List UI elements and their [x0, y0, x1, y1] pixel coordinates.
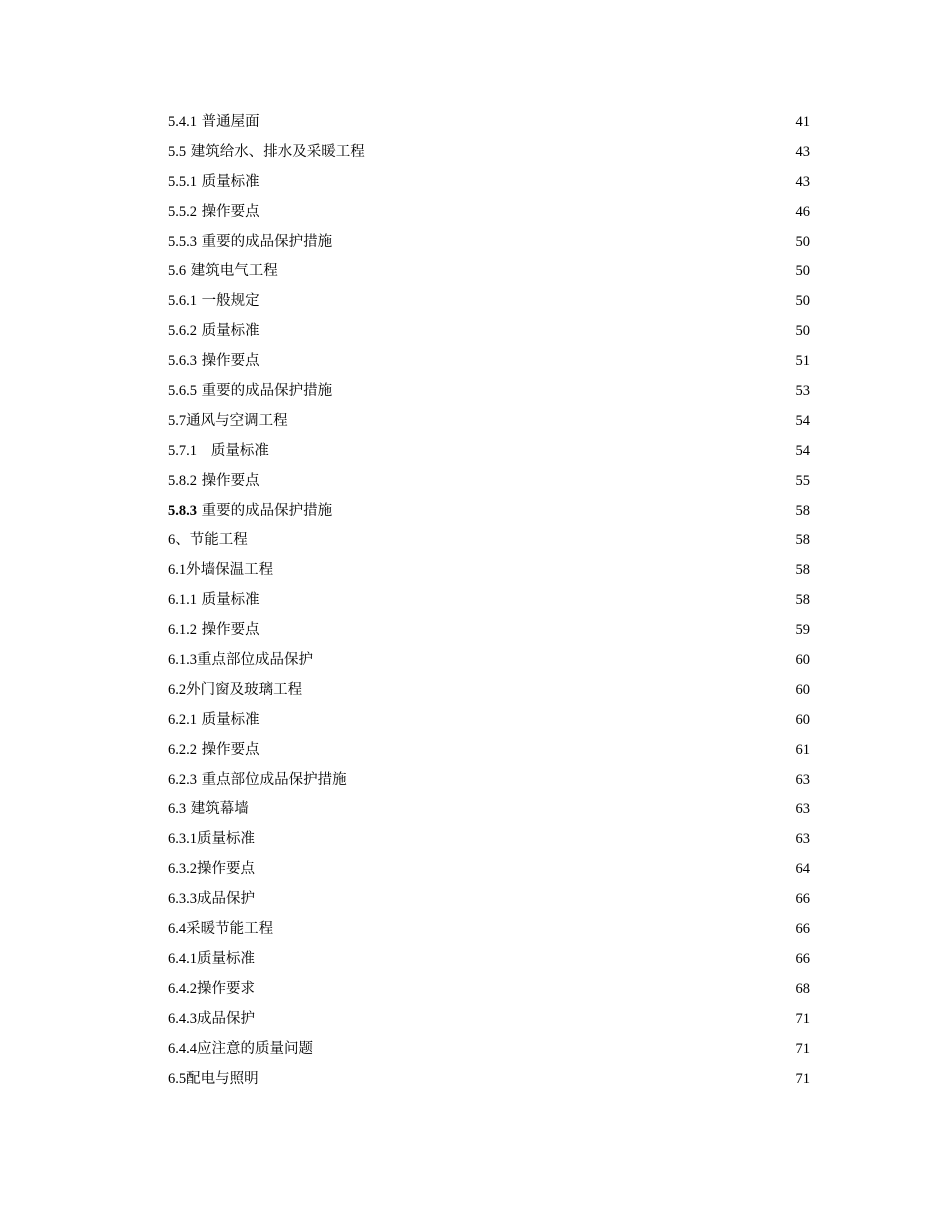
toc-entry-number: 6.1.2: [168, 622, 197, 639]
toc-entry-number: 5.6: [168, 263, 187, 280]
toc-entry-number: 6.2.2: [168, 741, 197, 758]
toc-dot-leader: [274, 573, 794, 574]
toc-entry[interactable]: [168, 616, 810, 646]
toc-entry-page-number: 46: [795, 203, 810, 220]
toc-dot-leader: [261, 753, 795, 754]
toc-entry[interactable]: [168, 1005, 810, 1035]
toc-entry-label: [168, 377, 332, 407]
toc-entry[interactable]: [168, 407, 810, 437]
toc-entry[interactable]: [168, 766, 810, 796]
toc-entry-number: 6.3.3: [168, 891, 197, 908]
toc-entry-label: [168, 198, 260, 228]
toc-entry-label: [168, 497, 332, 527]
toc-entry-title: 重要的成品保护措施: [197, 383, 333, 400]
toc-entry-label: [168, 885, 255, 915]
toc-dot-leader: [366, 155, 795, 156]
toc-entry-title: 重点部位成品保护措施: [197, 771, 347, 788]
toc-entry-page-number: 63: [795, 831, 810, 848]
toc-entry-label: [168, 168, 260, 198]
toc-entry-title: 质量标准: [197, 442, 269, 459]
toc-entry-label: [168, 467, 260, 497]
toc-dot-leader: [274, 932, 794, 933]
toc-entry-number: 6.1: [168, 562, 187, 579]
toc-dot-leader: [260, 1082, 795, 1083]
toc-entry[interactable]: [168, 1035, 810, 1065]
toc-dot-leader: [261, 215, 795, 216]
toc-dot-leader: [250, 812, 795, 813]
toc-entry-title: 质量标准: [197, 173, 260, 190]
toc-entry-title: 外墙保温工程: [186, 562, 274, 579]
toc-entry-number: 5.6.3: [168, 353, 197, 370]
toc-entry-label: [168, 526, 248, 556]
toc-entry-label: [168, 646, 313, 676]
toc-dot-leader: [279, 274, 795, 275]
toc-dot-leader: [314, 663, 795, 664]
toc-entry-label: [168, 616, 260, 646]
toc-entry-title: 重要的成品保护措施: [197, 502, 333, 519]
toc-entry-title: 操作要点: [197, 472, 260, 489]
toc-entry-number: 6.2: [168, 681, 187, 698]
toc-entry[interactable]: [168, 437, 810, 467]
toc-entry-label: [168, 706, 260, 736]
toc-entry-label: [168, 736, 260, 766]
toc-dot-leader: [314, 1052, 795, 1053]
toc-dot-leader: [256, 872, 795, 873]
toc-entry[interactable]: [168, 168, 810, 198]
toc-dot-leader: [261, 723, 795, 724]
toc-entry-page-number: 71: [795, 1070, 810, 1087]
toc-entry[interactable]: [168, 706, 810, 736]
toc-entry[interactable]: [168, 317, 810, 347]
toc-entry-title: 应注意的质量问题: [197, 1040, 313, 1057]
toc-entry-number: 5.5: [168, 143, 187, 160]
toc-dot-leader: [261, 185, 795, 186]
toc-entry-number: 6.3.1: [168, 831, 197, 848]
toc-entry-number: 6: [168, 532, 176, 549]
toc-entry-number: 6.2.1: [168, 711, 197, 728]
toc-dot-leader: [333, 245, 794, 246]
toc-entry-number: 6.4.2: [168, 980, 197, 997]
toc-entry-title: 操作要点: [197, 861, 255, 878]
toc-entry[interactable]: [168, 885, 810, 915]
toc-dot-leader: [261, 304, 795, 305]
toc-entry-title: 、节能工程: [175, 532, 248, 549]
toc-entry-page-number: 61: [795, 741, 810, 758]
toc-entry-title: 配电与照明: [186, 1070, 259, 1087]
toc-entry-number: 6.3: [168, 801, 187, 818]
toc-entry-title: 一般规定: [197, 293, 260, 310]
toc-entry-label: [168, 228, 332, 258]
toc-dot-leader: [333, 514, 794, 515]
toc-entry-label: [168, 138, 365, 168]
toc-entry-title: 成品保护: [197, 1010, 255, 1027]
toc-entry-page-number: 60: [795, 711, 810, 728]
toc-entry[interactable]: [168, 497, 810, 527]
toc-entry[interactable]: [168, 795, 810, 825]
toc-entry-page-number: 41: [795, 114, 810, 130]
toc-entry-number: 6.3.2: [168, 861, 197, 878]
toc-entry-title: 成品保护: [197, 891, 255, 908]
toc-entry[interactable]: [168, 676, 810, 706]
table-of-contents: [168, 108, 810, 1094]
toc-entry[interactable]: [168, 1065, 810, 1095]
toc-entry-label: [168, 1065, 259, 1095]
toc-entry[interactable]: [168, 586, 810, 616]
toc-entry-page-number: 55: [795, 472, 810, 489]
toc-entry-title: 普通屋面: [197, 114, 260, 130]
toc-entry-page-number: 66: [795, 921, 810, 938]
toc-entry-page-number: 43: [795, 173, 810, 190]
toc-entry-page-number: 60: [795, 681, 810, 698]
toc-entry-page-number: 58: [795, 562, 810, 579]
toc-dot-leader: [261, 603, 795, 604]
toc-dot-leader: [333, 394, 794, 395]
toc-entry[interactable]: [168, 855, 810, 885]
toc-dot-leader: [256, 962, 795, 963]
toc-entry-page-number: 63: [795, 771, 810, 788]
toc-entry-number: 6.4.1: [168, 950, 197, 967]
toc-entry-label: [168, 407, 288, 437]
toc-entry-label: [168, 795, 249, 825]
toc-entry-title: 建筑幕墙: [186, 801, 249, 818]
toc-dot-leader: [256, 902, 795, 903]
toc-entry-page-number: 58: [795, 532, 810, 549]
toc-entry[interactable]: [168, 945, 810, 975]
toc-entry-title: 质量标准: [197, 323, 260, 340]
toc-entry[interactable]: [168, 556, 810, 586]
toc-entry-label: [168, 825, 255, 855]
toc-entry-title: 外门窗及玻璃工程: [186, 681, 303, 698]
toc-entry-page-number: 54: [795, 412, 810, 429]
toc-entry-page-number: 53: [795, 383, 810, 400]
toc-entry-title: 重点部位成品保护: [197, 652, 313, 669]
toc-entry-number: 6.2.3: [168, 771, 197, 788]
toc-entry-title: 操作要点: [197, 741, 260, 758]
toc-entry[interactable]: [168, 646, 810, 676]
toc-entry-number: 6.5: [168, 1070, 187, 1087]
toc-entry-number: 5.8.3: [168, 502, 197, 519]
toc-entry-label: [168, 766, 347, 796]
toc-entry-page-number: 71: [795, 1010, 810, 1027]
toc-dot-leader: [270, 454, 795, 455]
toc-entry-page-number: 50: [795, 263, 810, 280]
toc-entry-page-number: 63: [795, 801, 810, 818]
toc-dot-leader: [261, 334, 795, 335]
toc-entry[interactable]: [168, 915, 810, 945]
toc-dot-leader: [261, 633, 795, 634]
toc-entry-title: 建筑给水、排水及采暖工程: [186, 143, 365, 160]
toc-entry-page-number: 64: [795, 861, 810, 878]
toc-entry-number: 5.4.1: [168, 114, 197, 130]
toc-entry-title: 重要的成品保护措施: [197, 233, 333, 250]
toc-entry-title: 操作要求: [197, 980, 255, 997]
toc-entry[interactable]: [168, 377, 810, 407]
toc-entry-page-number: 59: [795, 622, 810, 639]
toc-entry-page-number: 66: [795, 891, 810, 908]
toc-entry-number: 5.7: [168, 412, 187, 429]
toc-entry-title: 质量标准: [197, 711, 260, 728]
toc-entry-title: 建筑电气工程: [186, 263, 278, 280]
toc-entry-label: [168, 317, 260, 347]
toc-entry-title: 采暖节能工程: [186, 921, 274, 938]
toc-entry[interactable]: [168, 108, 810, 138]
toc-entry-label: [168, 1005, 255, 1035]
toc-entry-number: 6.4.3: [168, 1010, 197, 1027]
toc-entry[interactable]: [168, 736, 810, 766]
toc-dot-leader: [261, 364, 795, 365]
toc-dot-leader: [303, 693, 794, 694]
toc-dot-leader: [261, 125, 795, 126]
toc-entry-title: 通风与空调工程: [186, 412, 288, 429]
toc-entry-number: 6.1.1: [168, 592, 197, 609]
toc-entry[interactable]: [168, 257, 810, 287]
toc-entry-label: [168, 975, 255, 1005]
toc-entry-number: 5.5.1: [168, 173, 197, 190]
toc-entry-number: 6.4: [168, 921, 187, 938]
toc-entry-label: [168, 586, 260, 616]
toc-entry-label: [168, 1035, 313, 1065]
toc-entry-number: 5.8.2: [168, 472, 197, 489]
toc-entry-label: [168, 855, 255, 885]
toc-entry[interactable]: [168, 138, 810, 168]
toc-dot-leader: [289, 424, 795, 425]
toc-entry-label: [168, 347, 260, 377]
toc-entry-page-number: 50: [795, 293, 810, 310]
toc-entry-label: [168, 437, 269, 467]
toc-dot-leader: [261, 484, 795, 485]
toc-entry-title: 质量标准: [197, 950, 255, 967]
toc-entry-page-number: 60: [795, 652, 810, 669]
toc-entry-page-number: 50: [795, 233, 810, 250]
toc-dot-leader: [256, 842, 795, 843]
toc-entry-number: 6.4.4: [168, 1040, 197, 1057]
toc-dot-leader: [348, 783, 795, 784]
toc-entry[interactable]: [168, 228, 810, 258]
toc-entry-title: 操作要点: [197, 353, 260, 370]
toc-entry-page-number: 58: [795, 502, 810, 519]
toc-entry-title: 操作要点: [197, 622, 260, 639]
toc-entry-page-number: 50: [795, 323, 810, 340]
toc-entry-label: [168, 287, 260, 317]
toc-dot-leader: [256, 992, 795, 993]
toc-entry[interactable]: [168, 198, 810, 228]
toc-dot-leader: [249, 543, 795, 544]
toc-entry[interactable]: [168, 347, 810, 377]
toc-entry-title: 操作要点: [197, 203, 260, 220]
toc-entry-label: [168, 257, 278, 287]
toc-entry[interactable]: [168, 526, 810, 556]
toc-entry-label: [168, 915, 273, 945]
toc-entry-page-number: 43: [795, 143, 810, 160]
toc-entry-label: [168, 108, 260, 138]
toc-entry[interactable]: [168, 975, 810, 1005]
toc-dot-leader: [256, 1022, 795, 1023]
toc-entry-label: [168, 676, 302, 706]
toc-entry-number: 5.6.2: [168, 323, 197, 340]
toc-entry[interactable]: [168, 287, 810, 317]
toc-entry[interactable]: [168, 825, 810, 855]
toc-entry[interactable]: [168, 467, 810, 497]
toc-entry-number: 5.5.2: [168, 203, 197, 220]
toc-entry-page-number: 51: [795, 353, 810, 370]
toc-entry-page-number: 58: [795, 592, 810, 609]
toc-entry-title: 质量标准: [197, 592, 260, 609]
toc-entry-page-number: 71: [795, 1040, 810, 1057]
toc-entry-number: 5.7.1: [168, 442, 197, 459]
toc-entry-page-number: 66: [795, 950, 810, 967]
toc-entry-page-number: 54: [795, 442, 810, 459]
toc-entry-number: 5.5.3: [168, 233, 197, 250]
toc-entry-label: [168, 945, 255, 975]
toc-entry-page-number: 68: [795, 980, 810, 997]
toc-entry-number: 5.6.1: [168, 293, 197, 310]
toc-entry-label: [168, 556, 273, 586]
toc-entry-number: 5.6.5: [168, 383, 197, 400]
toc-entry-number: 6.1.3: [168, 652, 197, 669]
toc-entry-title: 质量标准: [197, 831, 255, 848]
